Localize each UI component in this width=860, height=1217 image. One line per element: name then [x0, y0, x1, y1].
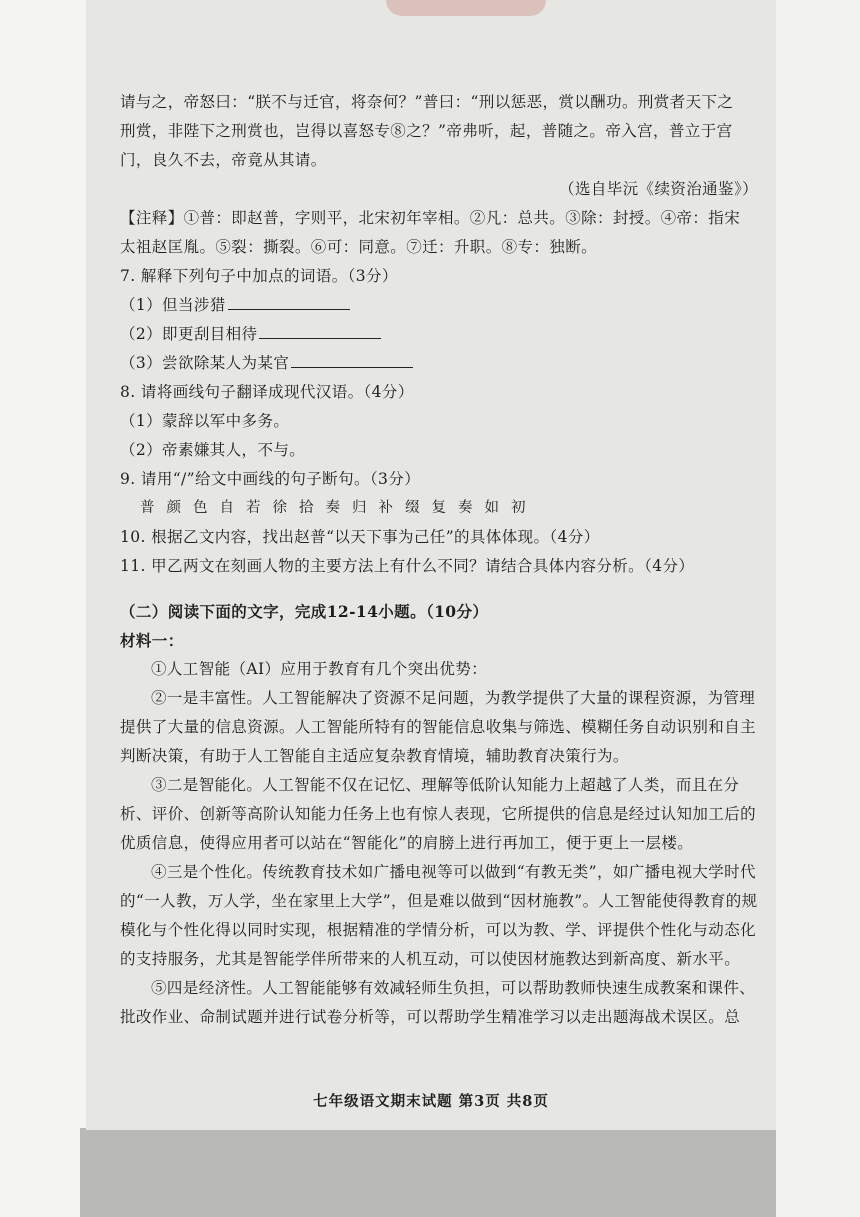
source-citation: （选自毕沅《续资治通鉴》） [559, 180, 758, 198]
material-paragraph: ⑤四是经济性。人工智能能够有效减轻师生负担，可以帮助教师快速生成教案和课件、批改作业、命制试题并进行试卷分析等，可以帮助学生精准学习以走出题海战术误区。总 [120, 979, 756, 1026]
question-7-item: （2）即更刮目相待 [120, 320, 762, 349]
question-7-title: 7. 解释下列句子中加点的词语。（3分） [120, 267, 398, 285]
exam-page [86, 0, 776, 1130]
section-2-heading: （二）阅读下面的文字，完成12-14小题。（10分） [120, 602, 489, 621]
passage-line: 请与之，帝怒曰：“朕不与迁官，将奈何？”普曰：“刑以惩恶，赏以酬功。刑赏者天下之 [120, 93, 734, 111]
notes-line: 太祖赵匡胤。⑤裂：撕裂。⑥可：同意。⑦迁：升职。⑧专：独断。 [120, 238, 598, 256]
page-content [120, 88, 762, 1032]
question-7-item: （3）尝欲除某人为某官 [120, 349, 762, 378]
notes-line: 【注释】①普：即赵普，字则平，北宋初年宰相。②凡：总共。③除：封授。④帝：指宋 [120, 209, 741, 227]
material-paragraph: ④三是个性化。传统教育技术如广播电视等可以做到“有教无类”，如广播电视大学时代的“一人教，万人学，坐在家里上大学”，但是难以做到“因材施教”。人工智能使得教育的规模化与个性化得以同时实现，根据精准的学情分析，可以为教、学、评提供个性化与动态化的支持服务，尤其是智能学伴所带来的人机互动，可以使因材施教达到新高度、新水平。 [120, 863, 758, 968]
question-9-title: 9. 请用“/”给文中画线的句子断句。（3分） [120, 470, 421, 488]
question-8-item: （1）蒙辞以军中多务。 [120, 412, 290, 430]
passage-line: 刑赏，非陛下之刑赏也，岂得以喜怒专⑧之？”帝弗听，起，普随之。帝入宫，普立于宫 [120, 122, 733, 140]
question-7-item: （1）但当涉猎 [120, 291, 762, 320]
question-10: 10. 根据乙文内容，找出赵普“以天下事为己任”的具体体现。（4分） [120, 528, 600, 546]
passage-line: 门，良久不去，帝竟从其请。 [120, 151, 327, 169]
answer-blank[interactable] [291, 353, 413, 368]
page-footer: 七年级语文期末试题 第3页 共8页 [313, 1093, 549, 1110]
answer-blank[interactable] [259, 324, 381, 339]
scan-shadow-bottom [80, 1128, 776, 1217]
answer-blank[interactable] [228, 295, 350, 310]
question-9-sentence: 普颜色自若徐拾奏归补缀复奏如初 [140, 500, 538, 516]
scan-margin-right [776, 0, 860, 1217]
material-paragraph: ②一是丰富性。人工智能解决了资源不足问题，为教学提供了大量的课程资源，为管理提供了大量的信息资源。人工智能所特有的智能信息收集与筛选、模糊任务自动识别和自主判断决策，有助于人工智能自主适应复杂教育情境，辅助教育决策行为。 [120, 689, 757, 765]
question-8-item: （2）帝素嫌其人，不与。 [120, 441, 306, 459]
scan-artifact [386, 0, 546, 16]
material-paragraph: ③二是智能化。人工智能不仅在记忆、理解等低阶认知能力上超越了人类，而且在分析、评价、创新等高阶认知能力任务上也有惊人表现，它所提供的信息是经过认知加工后的优质信息，使得应用者可以站在“智能化”的肩膀上进行再加工，便于更上一层楼。 [120, 776, 757, 852]
question-11: 11. 甲乙两文在刻画人物的主要方法上有什么不同？请结合具体内容分析。（4分） [120, 557, 695, 575]
question-8-title: 8. 请将画线句子翻译成现代汉语。（4分） [120, 383, 414, 401]
scan-margin-left [0, 0, 86, 1217]
material-paragraph: ①人工智能（AI）应用于教育有几个突出优势： [151, 660, 488, 678]
material-label: 材料一： [120, 631, 184, 650]
